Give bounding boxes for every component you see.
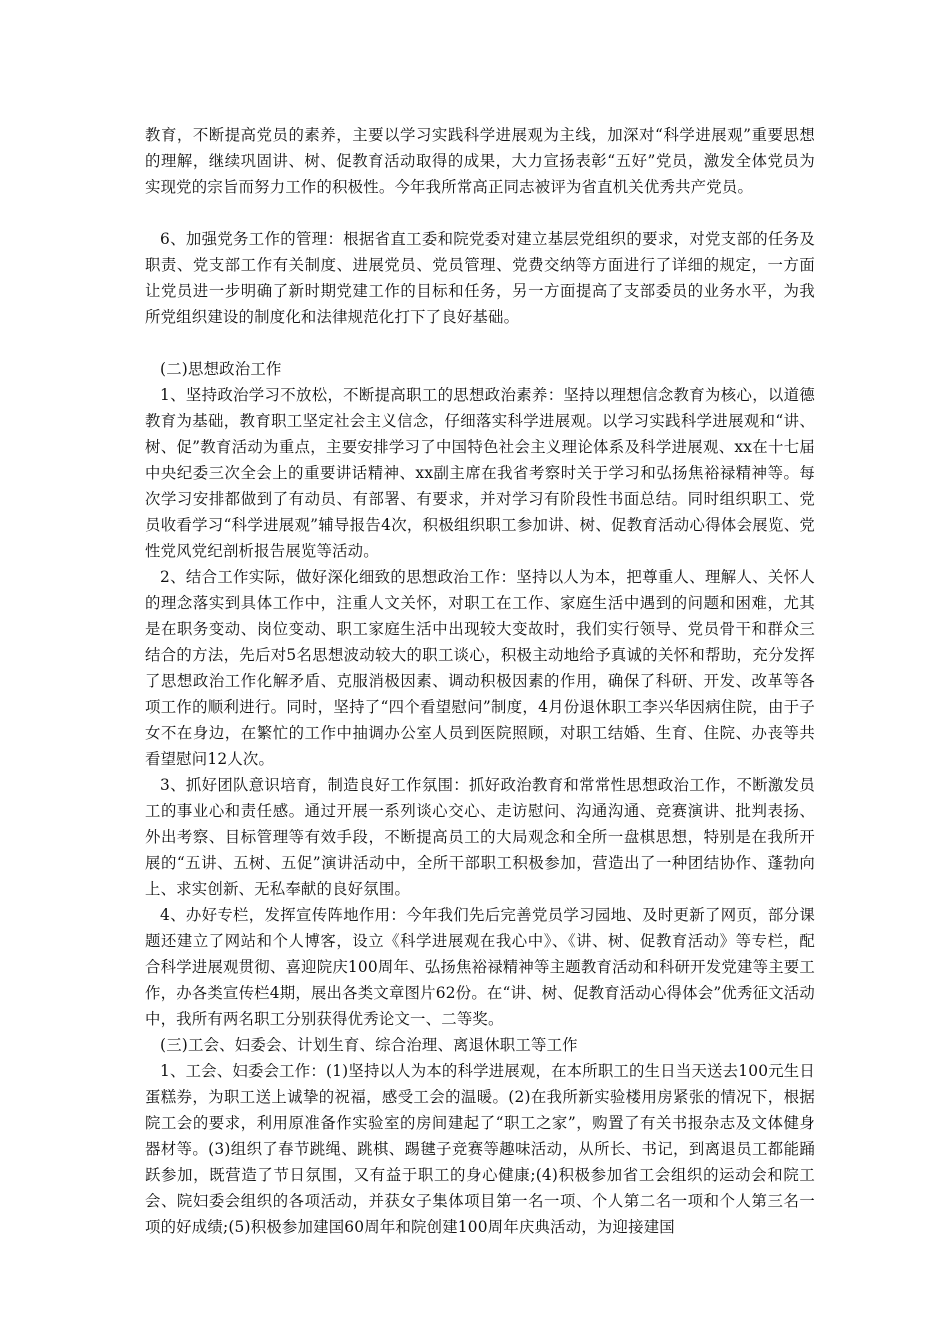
paragraph-political-study: 1、坚持政治学习不放松，不断提高职工的思想政治素养：坚持以理想信念教育为核心，以道德教育为基础，教育职工坚定社会主义信念，仔细落实科学进展观。以学习实践科学进展观和“讲、树、促”教育活动为重点，主要安排学习了中国特色社会主义理论体系及科学进展观、xx在十七届中央纪委三次全会上的重要讲话精神、xx副主席在我省考察时关于学习和弘扬焦裕禄精神等。每次学习安排都做到了有动员、有部署、有要求，并对学习有阶段性书面总结。同时组织职工、党员收看学习“科学进展观”辅导报告4次，积极组织职工参加讲、树、促教育活动心得体会展览、党性党风党纪剖析报告展览等活动。: [145, 386, 815, 560]
paragraph-team-spirit: 3、抓好团队意识培育，制造良好工作氛围：抓好政治教育和常常性思想政治工作，不断激发员工的事业心和责任感。通过开展一系列谈心交心、走访慰问、沟通沟通、竞赛演讲、批判表扬、外出考察、目标管理等有效手段，不断提高员工的大局观念和全所一盘棋思想，特别是在我所开展的“五讲、五树、五促”演讲活动中，全所干部职工积极参加，营造出了一种团结协作、蓬勃向上、求实创新、无私奉献的良好氛围。: [145, 776, 815, 898]
paragraph-party-affairs: 6、加强党务工作的管理：根据省直工委和院党委对建立基层党组织的要求，对党支部的任务及职责、党支部工作有关制度、进展党员、党员管理、党费交纳等方面进行了详细的规定，一方面让党员进一步明确了新时期党建工作的目标和任务，另一方面提高了支部委员的业务水平，为我所党组织建设的制度化和法律规范化打下了良好基础。: [145, 230, 815, 326]
paragraph-union: 1、工会、妇委会工作：(1)坚持以人为本的科学进展观，在本所职工的生日当天送去100元生日蛋糕券，为职工送上诚挚的祝福，感受工会的温暖。(2)在我所新实验楼用房紧张的情况下，根据院工会的要求，利用原准备作实验室的房间建起了“职工之家”，购置了有关书报杂志及文体健身器材等。(3)组织了春节跳绳、跳棋、踢毽子竞赛等趣味活动，从所长、书记，到离退员工都能踊跃参加，既营造了节日氛围，又有益于职工的身心健康;(4)积极参加省工会组织的运动会和院工会、院妇委会组织的各项活动，并获女子集体项目第一名一项、个人第二名一项和个人第三名一项的好成绩;(5)积极参加建国60周年和院创建100周年庆典活动，为迎接建国: [145, 1062, 815, 1236]
paragraph-intro: 教育，不断提高党员的素养，主要以学习实践科学进展观为主线，加深对“科学进展观”重要思想的理解，继续巩固讲、树、促教育活动取得的成果，大力宣扬表彰“五好”党员，激发全体党员为实现党的宗旨而努力工作的积极性。今年我所常高正同志被评为省直机关优秀共产党员。: [145, 126, 815, 196]
section-heading-union-work: (三)工会、妇委会、计划生育、综合治理、离退休职工等工作: [160, 1036, 578, 1054]
paragraph-ideological-work: 2、结合工作实际，做好深化细致的思想政治工作：坚持以人为本，把尊重人、理解人、关怀人的理念落实到具体工作中，注重人文关怀，对职工在工作、家庭生活中遇到的问题和困难，尤其是在职务变动、岗位变动、职工家庭生活中出现较大变故时，我们实行领导、党员骨干和群众三结合的方法，先后对5名思想波动较大的职工谈心，积极主动地给予真诚的关怀和帮助，充分发挥了思想政治工作化解矛盾、克服消极因素、调动积极因素的作用，确保了科研、开发、改革等各项工作的顺利进行。同时，坚持了“四个看望慰问”制度，4月份退休职工李兴华因病住院，由于子女不在身边，在繁忙的工作中抽调办公室人员到医院照顾，对职工结婚、生育、住院、办丧等共看望慰问12人次。: [145, 568, 815, 768]
paragraph-spacer: [145, 200, 815, 226]
section-heading-ideological-work: (二)思想政治工作: [160, 360, 282, 378]
paragraph-spacer: [145, 330, 815, 356]
document-page: [145, 122, 815, 1240]
paragraph-columns: 4、办好专栏，发挥宣传阵地作用：今年我们先后完善党员学习园地、及时更新了网页，部分课题还建立了网站和个人博客，设立《科学进展观在我心中》、《讲、树、促教育活动》等专栏，配合科学进展观贯彻、喜迎院庆100周年、弘扬焦裕禄精神等主题教育活动和科研开发党建等主要工作，办各类宣传栏4期，展出各类文章图片62份。在“讲、树、促教育活动心得体会”优秀征文活动中，我所有两名职工分别获得优秀论文一、二等奖。: [145, 906, 815, 1028]
